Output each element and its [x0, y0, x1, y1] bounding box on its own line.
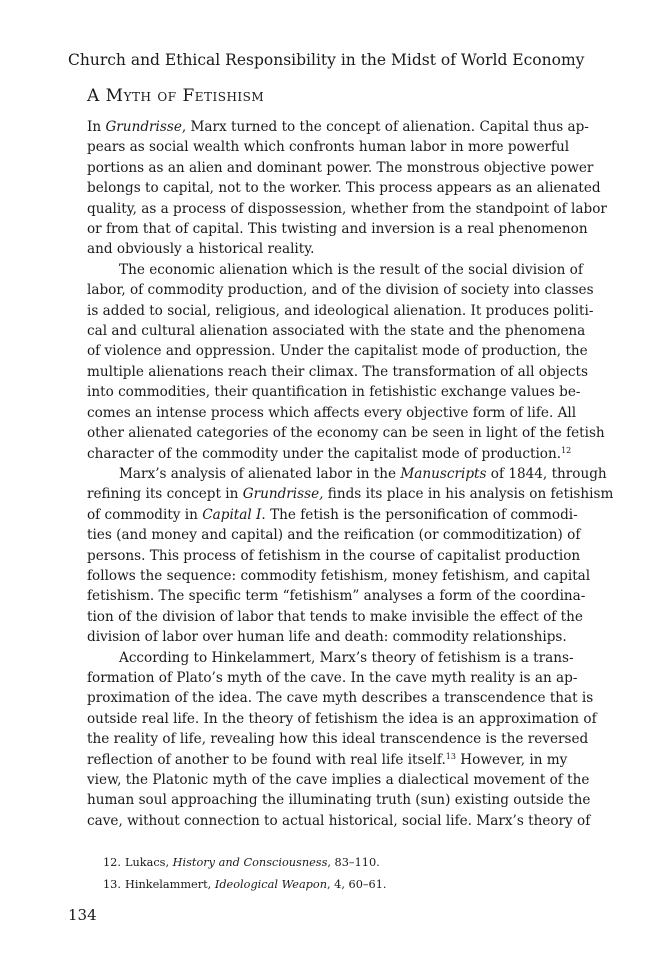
- section-heading: A Myth of Fetishism: [87, 86, 265, 106]
- body-text: [87, 117, 614, 831]
- text-run: the reality of life, revealing how this ideal transcendence is the reversed: [87, 731, 589, 748]
- footnote-author: Hinkelammert,: [125, 878, 215, 891]
- text-run: cal and cultural alienation associated with the state and the phenomena: [87, 323, 586, 340]
- text-run: pears as social wealth which confronts human labor in more powerful: [87, 139, 570, 156]
- footnote-number: 12.: [103, 856, 121, 869]
- text-line: [87, 199, 607, 219]
- text-line: [87, 505, 578, 525]
- text-line: [87, 790, 591, 810]
- footnote-ref[interactable]: 12: [561, 445, 572, 455]
- text-line: [87, 750, 568, 770]
- text-run: into commodities, their quantification in fetishistic exchange values be-: [87, 384, 581, 401]
- text-line: [87, 770, 590, 790]
- text-line: [87, 607, 583, 627]
- text-run: ties (and money and capital) and the reification (or commoditization) of: [87, 527, 581, 544]
- text-line: [87, 382, 581, 402]
- text-run: Marx’s analysis of alienated labor in the: [119, 465, 401, 482]
- text-run: and obviously a historical reality.: [87, 241, 315, 258]
- text-line: [87, 280, 594, 300]
- text-run: is added to social, religious, and ideological alienation. It produces politi-: [87, 302, 594, 319]
- text-line: [87, 341, 588, 361]
- text-run: reflection of another to be found with real life itself.: [87, 751, 446, 768]
- text-run: comes an intense process which affects every objective form of life. All: [87, 404, 577, 421]
- text-run: of violence and oppression. Under the capitalist mode of production, the: [87, 343, 588, 360]
- text-line: [87, 239, 542, 259]
- text-run: portions as an alien and dominant power. The monstrous objective power: [87, 159, 594, 176]
- text-run: belongs to capital, not to the worker. This process appears as an alienated: [87, 180, 601, 197]
- text-run: fetishism. The specific term “fetishism” analyses a form of the coordina-: [87, 588, 586, 605]
- footnote-title: Ideological Weapon: [214, 878, 327, 891]
- footnote-author: Lukacs,: [125, 856, 173, 869]
- text-line: [87, 301, 594, 321]
- text-line: [87, 586, 586, 606]
- text-run: formation of Plato’s myth of the cave. In the cave myth reality is an ap-: [87, 669, 578, 686]
- italic-title: Grundrisse,: [242, 486, 324, 503]
- text-line: [87, 137, 570, 157]
- text-run: division of labor over human life and death: commodity relationships.: [87, 629, 567, 646]
- text-line: [87, 627, 567, 647]
- text-run: of commodity in: [87, 506, 203, 523]
- text-line: [87, 321, 586, 341]
- footnote-pages: , 83–110.: [327, 856, 380, 869]
- text-run: follows the sequence: commodity fetishism, money fetishism, and capital: [87, 567, 591, 584]
- footnote: [103, 874, 543, 896]
- footnote-ref[interactable]: 13: [445, 751, 456, 761]
- footnote-number: 13.: [103, 878, 121, 891]
- footnotes: [103, 852, 543, 896]
- text-line: [87, 423, 605, 443]
- text-line: [87, 178, 601, 198]
- text-run: quality, as a process of dispossession, whether from the standpoint of labor: [87, 200, 607, 217]
- text-line: [87, 219, 588, 239]
- italic-title: Manuscripts: [400, 465, 487, 482]
- text-line: [87, 117, 589, 137]
- text-line: [87, 362, 588, 382]
- text-line: [87, 546, 581, 566]
- text-run: character of the commodity under the capitalist mode of production.: [87, 445, 562, 462]
- text-run: tion of the division of labor that tends to make invisible the effect of the: [87, 608, 583, 625]
- text-run: outside real life. In the theory of fetishism the idea is an approximation of: [87, 710, 597, 727]
- text-line: [87, 648, 574, 668]
- text-run: However, in my: [455, 751, 568, 768]
- footnote-pages: , 4, 60–61.: [326, 878, 387, 891]
- text-run: In: [87, 119, 106, 135]
- italic-title: Grundrisse: [105, 119, 182, 135]
- text-line: [87, 484, 614, 504]
- text-line: [87, 688, 594, 708]
- page-number: 134: [68, 906, 97, 924]
- text-run: or from that of capital. This twisting and inversion is a real phenomenon: [87, 221, 588, 238]
- text-run: view, the Platonic myth of the cave implies a dialectical movement of the: [87, 772, 590, 788]
- text-run: The economic alienation which is the result of the social division of: [119, 261, 583, 278]
- text-line: [87, 566, 591, 586]
- text-run: persons. This process of fetishism in the course of capitalist production: [87, 547, 581, 564]
- text-run: refining its concept in: [87, 486, 243, 503]
- text-run: According to Hinkelammert, Marx’s theory of fetishism is a trans-: [119, 649, 574, 666]
- text-run: . The fetish is the personification of commodi-: [261, 506, 578, 523]
- text-run: finds its place in his analysis on fetishism: [323, 486, 614, 503]
- text-line: [87, 729, 589, 749]
- text-line: [87, 668, 578, 688]
- text-run: other alienated categories of the economy can be seen in light of the fetish: [87, 425, 605, 442]
- text-line: [87, 260, 583, 280]
- footnote-title: History and Consciousness: [172, 856, 328, 869]
- text-run: proximation of the idea. The cave myth describes a transcendence that is: [87, 690, 594, 707]
- text-line: [87, 158, 594, 178]
- text-line: [87, 709, 597, 729]
- text-run: , Marx turned to the concept of alienation. Capital thus ap-: [181, 119, 589, 135]
- text-line: [87, 403, 577, 423]
- running-head: Church and Ethical Responsibility in the Midst of World Economy: [68, 51, 585, 69]
- text-run: cave, without connection to actual historical, social life. Marx’s theory of: [87, 812, 591, 829]
- text-run: of 1844, through: [486, 465, 607, 482]
- text-line: [87, 525, 581, 545]
- text-run: human soul approaching the illuminating truth (sun) existing outside the: [87, 792, 591, 809]
- text-line: [87, 811, 591, 831]
- text-line: [87, 464, 607, 484]
- italic-title: Capital I: [202, 506, 262, 523]
- text-run: labor, of commodity production, and of the division of society into classes: [87, 282, 594, 299]
- footnote: [103, 852, 543, 874]
- text-run: multiple alienations reach their climax. The transformation of all objects: [87, 363, 588, 380]
- text-line: [87, 444, 572, 464]
